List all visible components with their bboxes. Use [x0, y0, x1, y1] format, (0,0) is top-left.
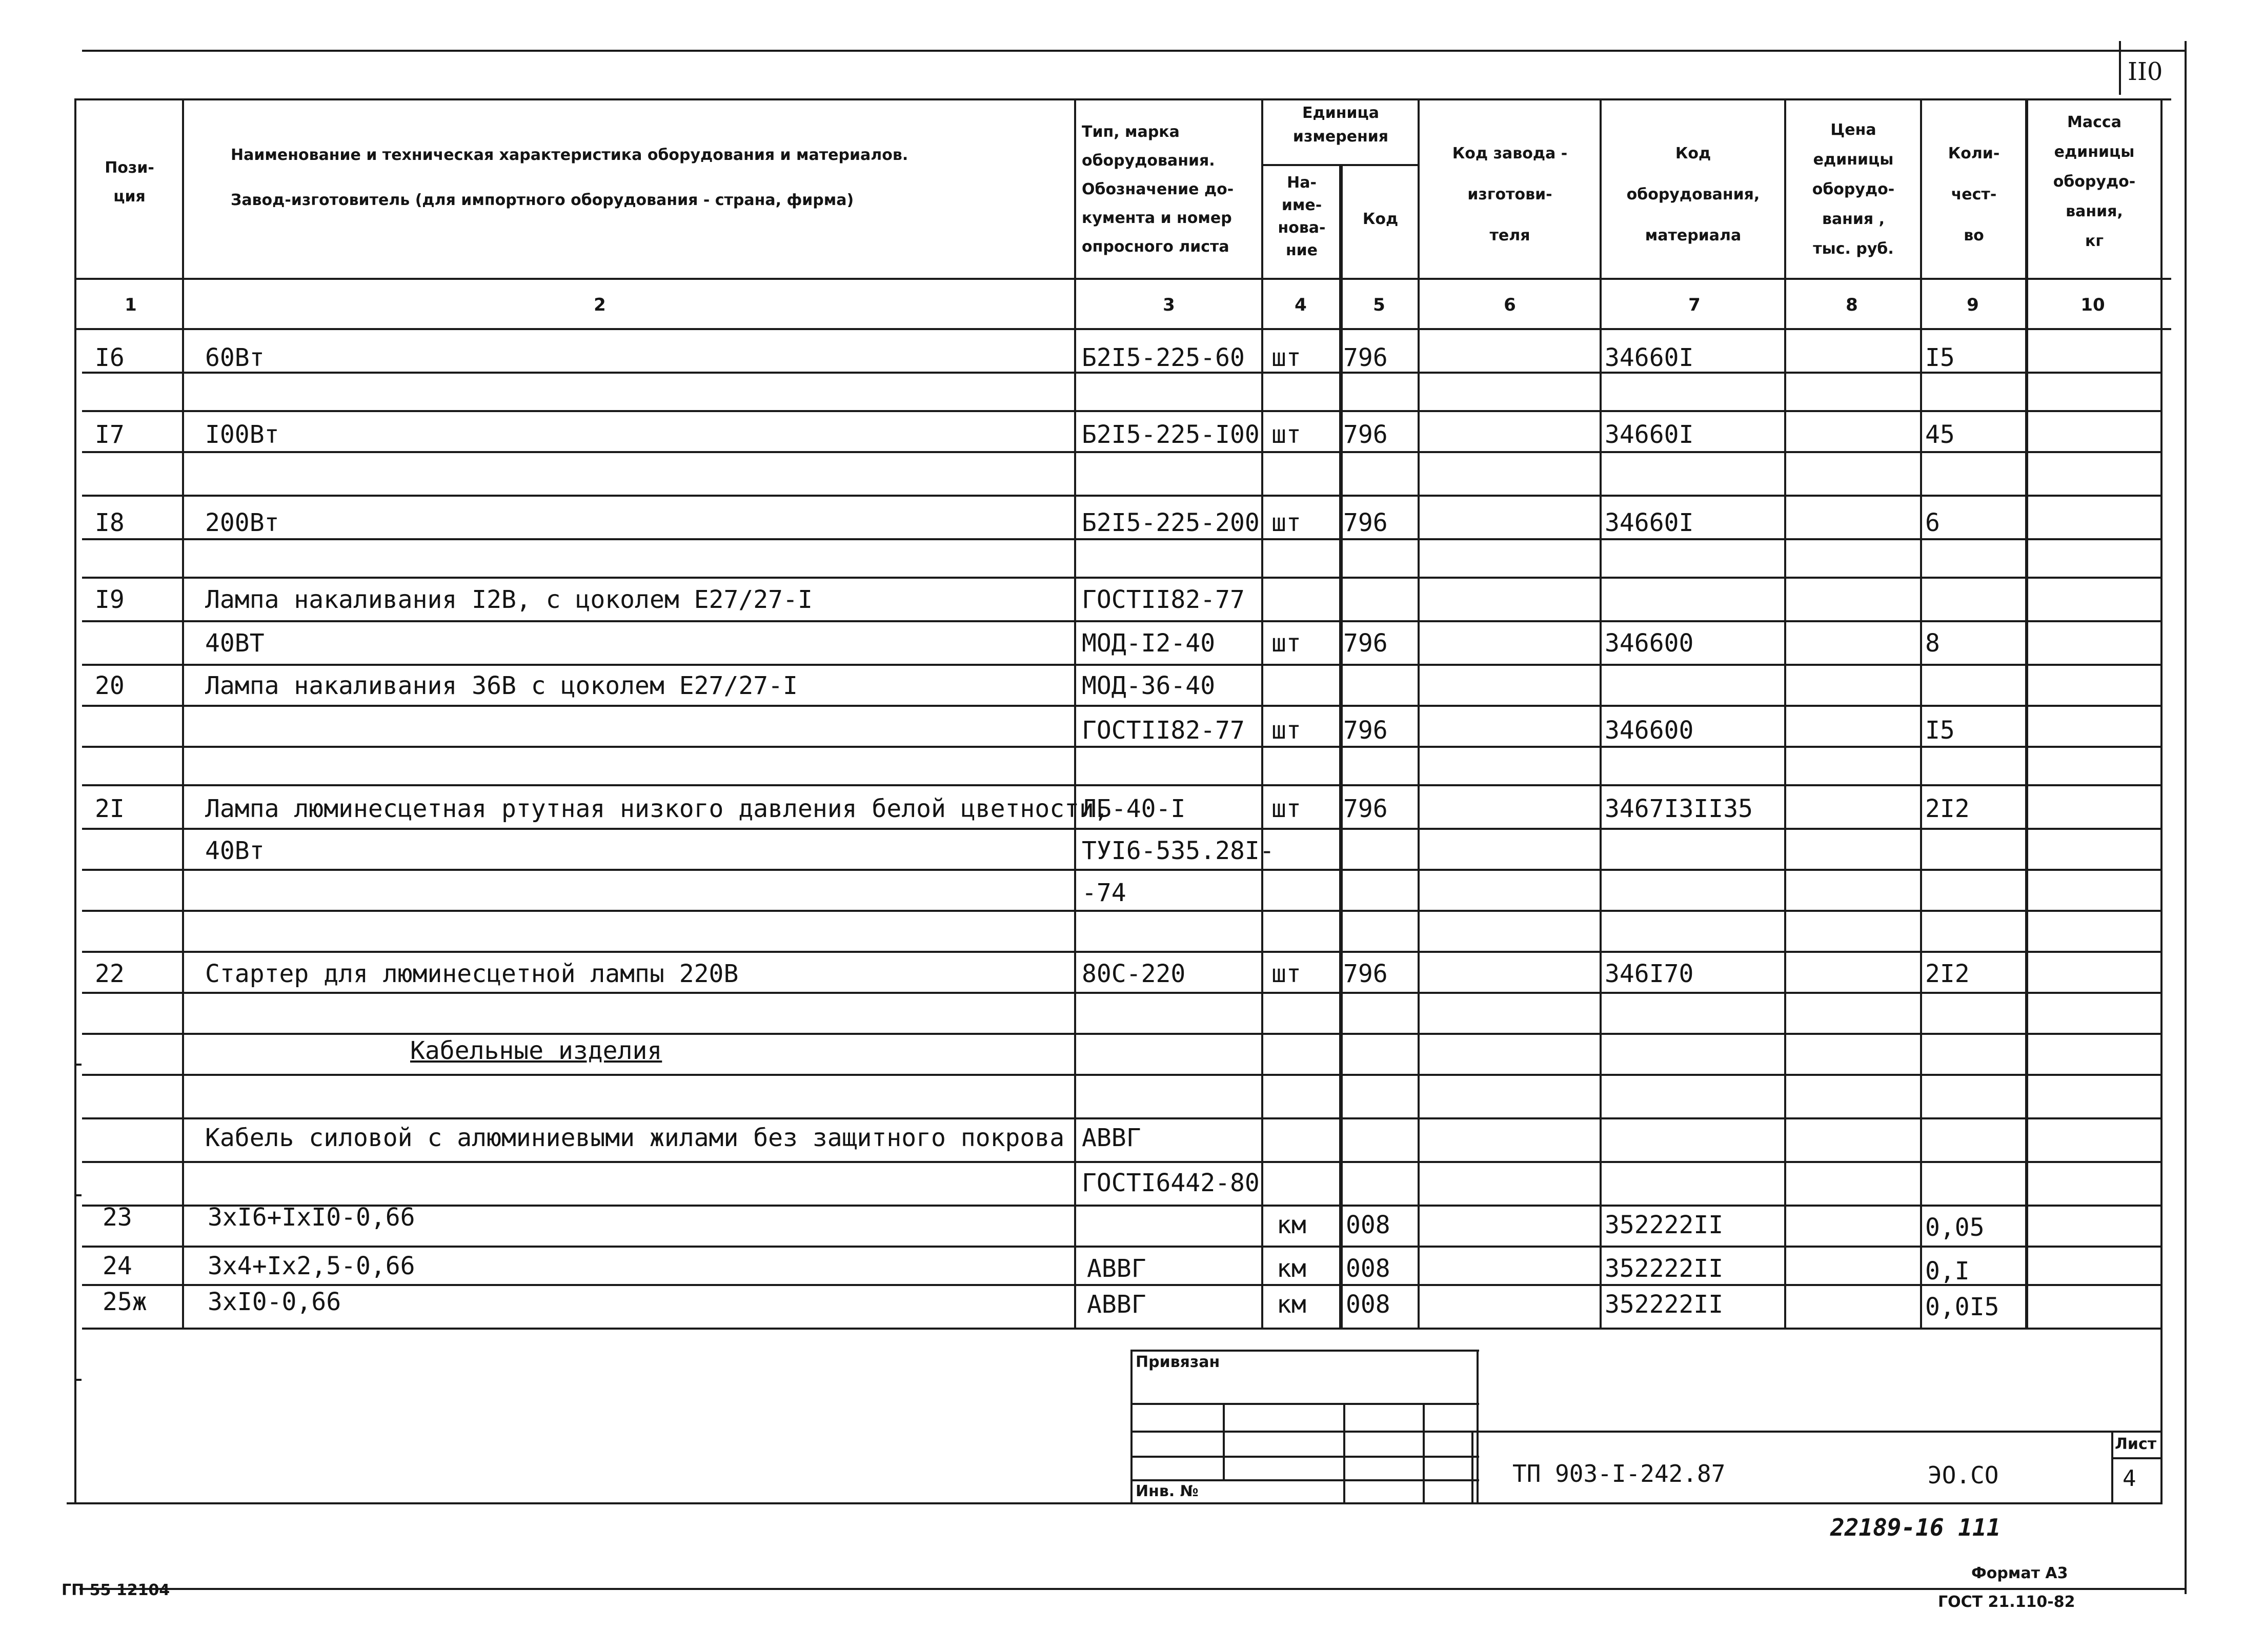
cell-pos: I9: [95, 585, 125, 614]
cell-name: 60Вт: [205, 343, 265, 372]
cell-unit-code: 796: [1343, 794, 1388, 823]
privyazan-line: [1130, 1431, 1479, 1433]
cell-equip-code: 34660I: [1605, 343, 1694, 372]
row-line: [82, 1246, 2161, 1248]
cell-unit-code: 008: [1346, 1290, 1390, 1319]
handwritten-note: 22189-16 111: [1830, 1514, 2001, 1541]
bottom-border-line: [79, 1588, 2187, 1590]
row-line: [82, 1328, 2161, 1330]
list-box-left: [2111, 1431, 2113, 1504]
cell-pos: I6: [95, 343, 125, 372]
cell-equip-code: 3467I3II35: [1605, 794, 1753, 823]
cell-equip-code: 352222II: [1605, 1211, 1724, 1239]
cell-qty: 6: [1925, 508, 1940, 537]
cell-type: МОД-I2-40: [1082, 629, 1216, 658]
col-sep-2: [1074, 98, 1076, 1329]
gost-label: ГОСТ 21.110-82: [1938, 1593, 2075, 1611]
left-code: ГП 55 12104: [62, 1581, 170, 1599]
col-sep-9: [2025, 98, 2028, 1329]
cell-equip-code: 34660I: [1605, 508, 1694, 537]
header-unit-code: Код: [1362, 210, 1399, 228]
cell-equip-code: 34660I: [1605, 420, 1694, 449]
cell-qty: 0,05: [1925, 1213, 1985, 1242]
cell-pos: I7: [95, 420, 125, 449]
margin-tick: [74, 1379, 82, 1381]
cell-type: МОД-36-40: [1082, 671, 1216, 700]
cell-unit-code: 796: [1343, 420, 1388, 449]
row-line: [82, 992, 2161, 994]
row-line: [82, 1074, 2161, 1076]
sheet-number: II0: [2128, 57, 2163, 86]
cell-pos: 23: [103, 1203, 132, 1232]
cell-unit: км: [1277, 1211, 1306, 1239]
inv-label: Инв. №: [1136, 1482, 1199, 1500]
col-number: 9: [1967, 295, 1979, 315]
cell-qty: 0,0I5: [1925, 1293, 1999, 1321]
cell-name: Лампа накаливания I2В, с цоколем Е27/27-I: [205, 585, 813, 614]
cell-unit: шт: [1271, 716, 1301, 745]
privyazan-line: [1130, 1456, 1479, 1458]
cell-equip-code: 346600: [1605, 629, 1694, 658]
row-line: [82, 664, 2161, 666]
cell-unit-code: 796: [1343, 343, 1388, 372]
row-line: [82, 828, 2161, 830]
header-name: Наименование и техническая характеристика оборудования и материалов. Завод-изготовитель (для импортного оборудования - страна, фирма): [231, 146, 908, 209]
row-line: [82, 746, 2161, 748]
document-code: ТП 903-I-242.87: [1512, 1460, 1726, 1487]
privyazan-line: [1130, 1479, 1479, 1481]
sheet-number-box-left: [2119, 41, 2121, 95]
col-number: 3: [1163, 295, 1175, 315]
privyazan-col: [1223, 1403, 1225, 1480]
stamp-left-line: [1471, 1431, 1473, 1504]
cell-qty: 8: [1925, 629, 1940, 658]
col-number: 5: [1373, 295, 1385, 315]
cell-unit-code: 796: [1343, 716, 1388, 745]
cell-type: Б2I5-225-I00: [1082, 420, 1260, 449]
stamp-outer-line: [67, 1502, 2161, 1504]
header-pos: Пози- ция: [105, 159, 154, 206]
privyazan-col: [1423, 1403, 1425, 1503]
col-number: 6: [1504, 295, 1516, 315]
row-line: [82, 1284, 2161, 1286]
header-price: Цена единицы оборудо- вания , тыс. руб.: [1812, 121, 1895, 258]
cell-pos: I8: [95, 508, 125, 537]
col-number: 1: [125, 295, 137, 315]
col-number: 7: [1688, 295, 1701, 315]
top-border-line: [82, 50, 2187, 52]
header-bottom-line: [74, 278, 2171, 280]
row-line: [82, 451, 2161, 453]
cell-unit-code: 008: [1346, 1254, 1390, 1283]
header-unit: Единица измерения: [1292, 104, 1389, 146]
cell-unit: шт: [1271, 508, 1301, 537]
row-line: [82, 869, 2161, 871]
list-box-mid: [2111, 1457, 2161, 1459]
row-line: [82, 784, 2161, 786]
cell-type: ГОСТII82-77: [1082, 585, 1245, 614]
cell-unit: км: [1277, 1254, 1306, 1283]
row-line: [82, 910, 2161, 912]
col-number: 4: [1295, 295, 1307, 315]
col-number-bottom-line: [74, 328, 2171, 330]
cell-pos: 2I: [95, 794, 125, 823]
cell-unit-code: 796: [1343, 508, 1388, 537]
table-top-line: [74, 98, 2171, 100]
unit-split-line: [1261, 164, 1418, 166]
col-number: 10: [2080, 295, 2105, 315]
header-equip-code: Код оборудования, материала: [1626, 145, 1760, 244]
cell-pos: 20: [95, 671, 125, 700]
privyazan-left: [1130, 1350, 1133, 1503]
row-line: [82, 620, 2161, 622]
cell-type: ГОСТI6442-80: [1082, 1169, 1260, 1197]
cell-name: 200Вт: [205, 508, 279, 537]
privyazan-col: [1343, 1403, 1345, 1503]
cell-type: АВВГ: [1087, 1254, 1146, 1283]
row-line: [82, 410, 2161, 412]
cell-unit: шт: [1271, 960, 1301, 988]
cell-type: ТУI6-535.28I-: [1082, 837, 1275, 865]
cell-equip-code: 346600: [1605, 716, 1694, 745]
margin-tick: [74, 1064, 82, 1066]
cell-qty: 2I2: [1925, 794, 1970, 823]
cell-qty: 0,I: [1925, 1257, 1970, 1286]
right-border-line: [2185, 41, 2187, 1594]
cell-type: АВВГ: [1082, 1124, 1141, 1152]
cell-name: 3хI6+IхI0-0,66: [208, 1203, 415, 1232]
document-mark: ЭО.СО: [1928, 1461, 1999, 1489]
cell-type: Б2I5-225-200: [1082, 508, 1260, 537]
cell-unit: км: [1277, 1290, 1306, 1319]
privyazan-label: Привязан: [1136, 1353, 1220, 1371]
col-sep-1: [182, 98, 184, 1329]
cell-qty: I5: [1925, 716, 1955, 745]
header-mass: Масса единицы оборудо- вания, кг: [2053, 113, 2136, 250]
row-line: [82, 495, 2161, 497]
table-left-line: [74, 98, 76, 1504]
header-qty: Коли- чест- во: [1948, 145, 2000, 244]
table-right-line: [2160, 98, 2163, 1504]
header-type: Тип, марка оборудования. Обозначение до- кумента и номер опросного листа: [1082, 123, 1234, 256]
cell-name: 40ВТ: [205, 629, 265, 658]
cell-unit: шт: [1271, 420, 1301, 449]
stamp-top-line: [1471, 1431, 2161, 1433]
privyazan-right: [1477, 1350, 1479, 1503]
cell-pos: 22: [95, 960, 125, 988]
cell-unit-code: 008: [1346, 1211, 1390, 1239]
cell-name: 3х4+Iх2,5-0,66: [208, 1252, 415, 1280]
cell-type: ЛБ-40-I: [1082, 794, 1186, 823]
col-sep-8: [1920, 98, 1922, 1329]
col-sep-3: [1261, 98, 1263, 1329]
col-sep-7: [1784, 98, 1786, 1329]
row-line: [82, 1117, 2161, 1119]
row-line: [82, 577, 2161, 579]
cell-pos: 25ж: [103, 1288, 147, 1316]
row-line: [82, 1161, 2161, 1163]
cell-equip-code: 352222II: [1605, 1254, 1724, 1283]
row-line: [82, 951, 2161, 953]
cell-equip-code: 346I70: [1605, 960, 1694, 988]
cell-qty: I5: [1925, 343, 1955, 372]
row-line: [82, 538, 2161, 540]
cell-name: 40Вт: [205, 837, 265, 865]
cell-type: ГОСТII82-77: [1082, 716, 1245, 745]
cell-equip-code: 352222II: [1605, 1290, 1724, 1319]
cell-type: 80С-220: [1082, 960, 1186, 988]
format-label: Формат А3: [1971, 1564, 2068, 1582]
cell-qty: 2I2: [1925, 960, 1970, 988]
cell-unit: шт: [1271, 343, 1301, 372]
col-sep-5: [1418, 98, 1420, 1329]
list-label: Лист: [2115, 1435, 2157, 1453]
col-number: 2: [594, 295, 606, 315]
cell-unit-code: 796: [1343, 960, 1388, 988]
margin-tick: [74, 1194, 82, 1196]
header-unit-name: На- име- нова- ние: [1278, 174, 1326, 259]
cell-pos: 24: [103, 1252, 132, 1280]
cell-unit-code: 796: [1343, 629, 1388, 658]
cell-unit: шт: [1271, 794, 1301, 823]
row-line: [82, 705, 2161, 707]
cell-type: Б2I5-225-60: [1082, 343, 1245, 372]
cell-name: Лампа накаливания 36В с цоколем Е27/27-I: [205, 671, 798, 700]
cell-name: 3хI0-0,66: [208, 1288, 341, 1316]
cell-type: АВВГ: [1087, 1290, 1146, 1319]
cell-name: Лампа люминесцетная ртутная низкого давления белой цветности,: [205, 794, 1109, 823]
privyazan-top: [1130, 1350, 1479, 1352]
cell-type: -74: [1082, 879, 1126, 907]
section-heading: Кабельные изделия: [410, 1036, 662, 1065]
header-maker-code: Код завода - изготови- теля: [1452, 145, 1568, 244]
cell-name: Стартер для люминесцетной лампы 220В: [205, 960, 739, 988]
list-number: 4: [2123, 1465, 2136, 1492]
col-number: 8: [1846, 295, 1858, 315]
cell-unit: шт: [1271, 629, 1301, 658]
privyazan-line: [1130, 1403, 1479, 1405]
row-line: [82, 1033, 2161, 1035]
cell-name: Кабель силовой с алюминиевыми жилами без защитного покрова: [205, 1124, 1065, 1152]
cell-qty: 45: [1925, 420, 1955, 449]
cell-name: I00Вт: [205, 420, 279, 449]
col-sep-6: [1600, 98, 1602, 1329]
